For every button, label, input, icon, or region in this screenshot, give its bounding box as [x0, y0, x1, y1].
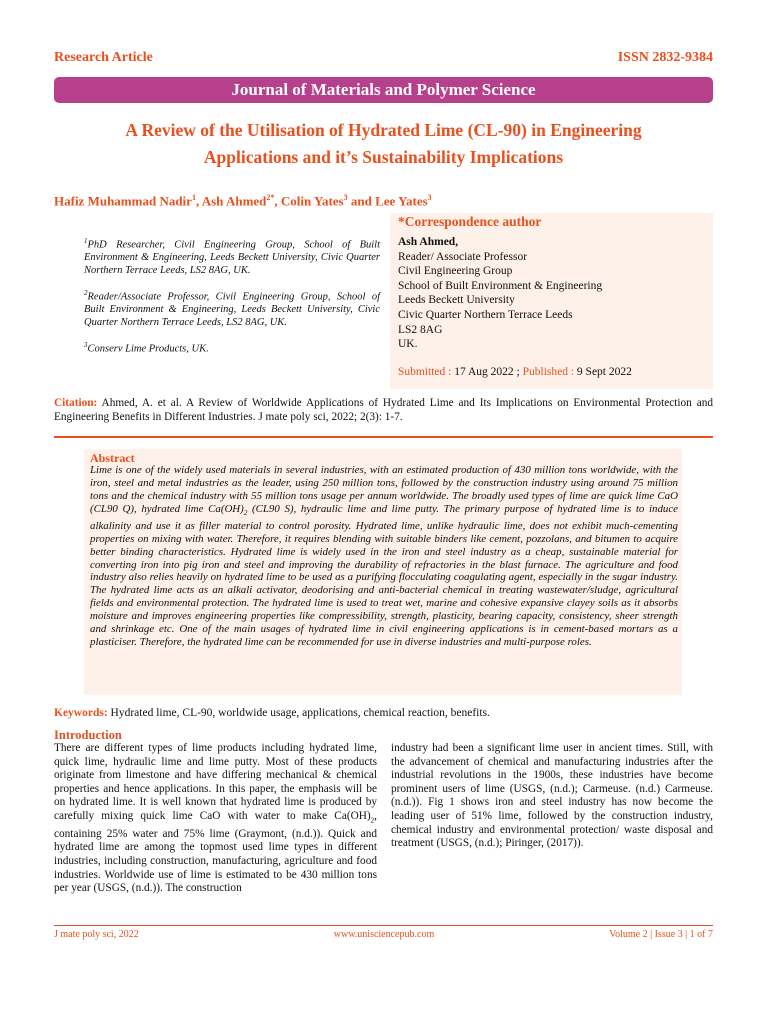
- footer-page-info: Volume 2 | Issue 3 | 1 of 7: [609, 929, 713, 940]
- title-line-1: A Review of the Utilisation of Hydrated Lime (CL-90) in Engineering: [125, 120, 642, 140]
- affiliation-3: [84, 339, 380, 356]
- date-separator: ;: [513, 366, 523, 378]
- section-divider: [54, 436, 713, 438]
- correspondence-line: Civil Engineering Group: [398, 265, 513, 278]
- affiliation-3-text: Conserv Lime Products, UK.: [87, 343, 209, 355]
- correspondence-line: School of Built Environment & Engineering: [398, 279, 603, 292]
- correspondence-name: Ash Ahmed,: [398, 236, 459, 248]
- introduction-right-column: [391, 742, 713, 851]
- submitted-label: Submitted :: [398, 366, 455, 378]
- abstract-subscript: 2: [243, 508, 248, 517]
- correspondence-details: [398, 235, 602, 352]
- published-date: 9 Sept 2022: [576, 366, 632, 378]
- abstract-text: [90, 464, 678, 649]
- citation-text: Ahmed, A. et al. A Review of Worldwide Applications of Hydrated Lime and Its Implications on Environmental Protection and Engineering Benefits in Different Industries. J mate poly sci, 2022; 2(3): 1-7.: [54, 397, 713, 423]
- correspondence-line: Reader/ Associate Professor: [398, 250, 528, 263]
- keywords-text: Hydrated lime, CL-90, worldwide usage, applications, chemical reaction, benefits.: [107, 707, 490, 719]
- submitted-date: 17 Aug 2022: [454, 366, 514, 378]
- citation: [54, 396, 713, 424]
- author-1-sup: 1: [191, 193, 196, 202]
- correspondence-line: LS2 8AG: [398, 323, 443, 336]
- affiliation-2: [84, 287, 380, 330]
- issn: ISSN 2832-9384: [617, 50, 713, 65]
- dates: [398, 366, 632, 378]
- citation-label: Citation:: [54, 397, 98, 409]
- intro-left-part-2: , containing 25% water and 75% lime (Graymont, (n.d.)). Quick and hydrated lime are among the topmost used lime types in different industries, including construction, manufacturing, agriculture and food industries. Worldwide use of lime is estimated to be 430 million tons per year (USGS, (n.d.)). The construction: [54, 809, 377, 895]
- author-1: Hafiz Muhammad Nadir: [54, 193, 192, 209]
- intro-left-subscript: 2: [370, 816, 375, 825]
- author-4: and Lee Yates: [347, 193, 428, 209]
- affiliation-1: [84, 235, 380, 278]
- author-2: , Ash Ahmed: [195, 193, 267, 209]
- intro-right-text: industry had been a significant lime user in ancient times. Still, with the advancement of chemical and manufacturing industries after the industrial revolutions in the 1900s, these industries have become prominent users of lime (USGS, (n.d.); Carmeuse. (n.d.) Carmeuse. (n.d.)). Fig 1 shows iron and steel industry has now become the leading user of 51% lime, followed by the construction industry, chemical industry and environmental protection/ waste disposal and treatment (USGS, (n.d.); Piringer, (2017)).: [391, 742, 713, 850]
- introduction-heading: Introduction: [54, 728, 122, 742]
- title-line-2: Applications and it’s Sustainability Implications: [203, 147, 564, 167]
- keywords-label: Keywords:: [54, 707, 108, 719]
- correspondence-line: Leeds Beckett University: [398, 294, 515, 307]
- introduction-left-column: [54, 742, 377, 896]
- journal-name: Journal of Materials and Polymer Science: [231, 80, 536, 99]
- correspondence-line: UK.: [398, 338, 418, 351]
- keywords: [54, 707, 490, 719]
- affiliation-2-text: Reader/Associate Professor, Civil Engineering Group, School of Built Environment & Engineering, Leeds Beckett University, Civic Quarter Northern Terrace Leeds, LS2 8AG, UK.: [84, 291, 380, 329]
- authors: [54, 193, 432, 209]
- article-type: Research Article: [54, 50, 153, 65]
- abstract-heading: Abstract: [90, 451, 135, 465]
- affiliation-2-sup: 2: [84, 289, 88, 297]
- journal-banner: [54, 77, 713, 103]
- author-2-sup: 2*: [266, 193, 275, 202]
- affiliation-1-text: PhD Researcher, Civil Engineering Group, School of Built Environment & Engineering, Leeds Beckett University, Civic Quarter Northern Terrace Leeds, LS2 8AG, UK.: [84, 239, 380, 277]
- author-3-sup: 3: [343, 193, 348, 202]
- footer-divider: [54, 925, 713, 926]
- footer-journal: J mate poly sci, 2022: [54, 929, 139, 940]
- affiliation-1-sup: 1: [84, 237, 88, 245]
- published-label: Published :: [522, 366, 577, 378]
- article-title: [54, 117, 713, 171]
- intro-left-part-1: There are different types of lime products including hydrated lime, quick lime, hydraulic lime and lime putty. Most of these products originate from limestone and have differing mechanical & chemical properties and hence applications. In this paper, the emphasis will be on hydrated lime. It is well known that hydrated lime is produced by carefully mixing quick lime CaO with water to make Ca(OH): [54, 742, 377, 822]
- footer-website-link[interactable]: www.unisciencepub.com: [333, 929, 435, 940]
- affiliation-3-sup: 3: [84, 341, 88, 349]
- author-3: , Colin Yates: [274, 193, 344, 209]
- author-4-sup: 3: [427, 193, 432, 202]
- correspondence-line: Civic Quarter Northern Terrace Leeds: [398, 308, 573, 321]
- correspondence-title: *Correspondence author: [398, 214, 542, 229]
- abstract-part-1: Lime is one of the widely used materials in several industries, with an estimated production of 430 million tons worldwide, with the iron, steel and metal industries as the leader, using 250 million tons, followed by the construction industry using around 75 million tons and the chemical industry with 55 million tons usage per annum worldwide. The broadly used types of lime are quick lime CaO (CL90 Q), hydrated lime Ca(OH): [90, 464, 678, 515]
- abstract-part-2: (CL90 S), hydraulic lime and lime putty. The primary purpose of hydrated lime is to induce alkalinity and use it as filler material to control porosity. Hydrated lime, unlike hydraulic lime, does not exhibit much-cementing properties on mixing with water. Therefore, it requires blending with suitable binders like cement, pozzolans, and bitumen to acquire better binding characteristics. Hydrated lime is widely used in the iron and steel industry as a cheap, sustainable material for converting iron into pig iron and steel and improving the durability of refractories in the blast furnace. The agriculture and food industry also relies heavily on hydrated lime to be used as a purifying flocculating coagulating agent, especially in the sugar industry. The hydrated lime acts as an alkali activator, deodorising and anti-bacterial chemical in treating wastewater/sludge, agricultural fields and environmental protection. The hydrated lime is used to treat wet, marine and cohesive expansive clayey soils as it absorbs moisture and improves engineering properties like compressibility, strength, plasticity, bearing capacity, consistency, sheer strength and shrinkage etc. One of the main usages of hydrated lime in civil engineering applications is in cement-based mortars as a plasticiser. Therefore, the hydrated lime can be recommended for use in diverse industries and multi-purpose roles.: [90, 502, 678, 648]
